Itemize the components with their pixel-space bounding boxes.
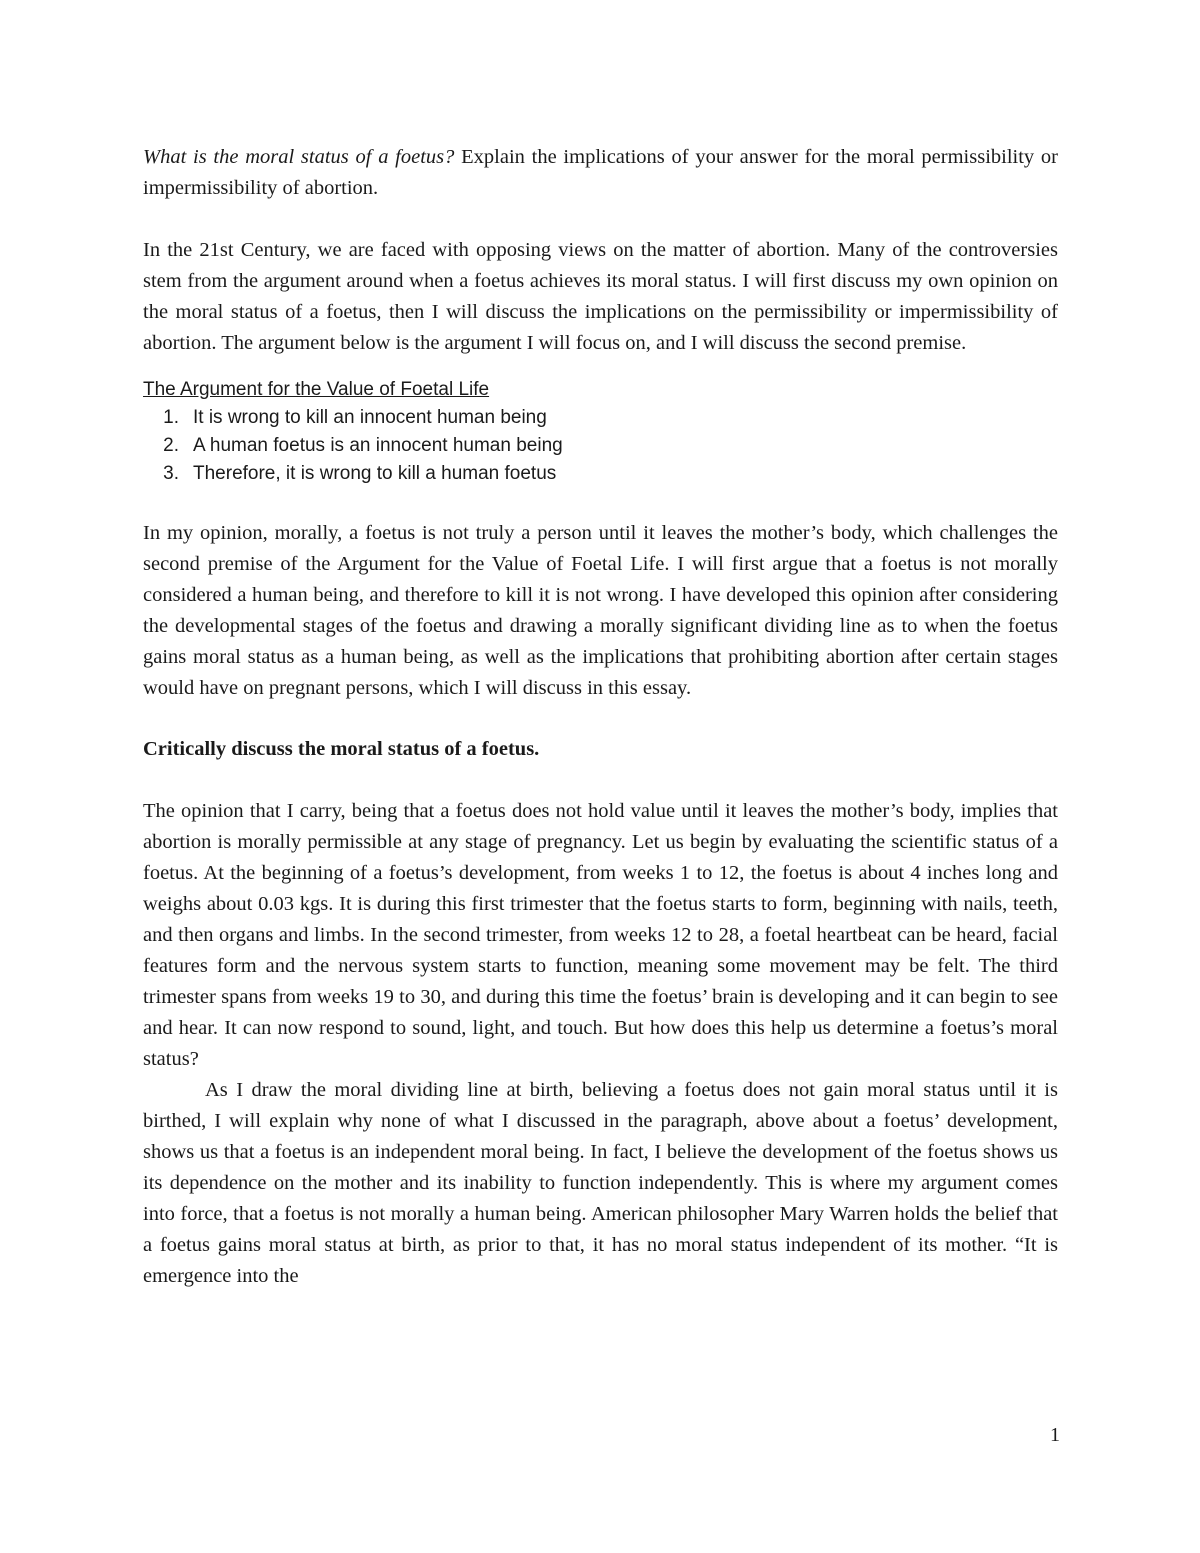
premise-item — [143, 404, 1058, 432]
premise-number: 3. — [163, 463, 179, 484]
premise-text: A human foetus is an innocent human being — [193, 435, 563, 456]
section-heading: Critically discuss the moral status of a foetus. — [143, 738, 540, 760]
essay-question-italic: What is the moral status of a foetus? — [143, 146, 455, 168]
document-body — [143, 142, 1058, 1292]
essay-question-rest: Explain the implications of your answer for the moral permissibility or impermissibility of abortion. — [143, 146, 1058, 199]
opinion-paragraph: In my opinion, morally, a foetus is not truly a person until it leaves the mother’s body, which challenges the second premise of the Argument for the Value of Foetal Life. I will first argue that a foetus is not morally considered a human being, and therefore to kill it is not wrong. I have developed this opinion after considering the developmental stages of the foetus and drawing a morally significant dividing line as to when the foetus gains moral status as a human being, as well as the implications that prohibiting abortion after certain stages would have on pregnant persons, which I will discuss in this essay. — [143, 522, 1058, 699]
paragraph-gap — [143, 765, 1058, 796]
premise-text: It is wrong to kill an innocent human being — [193, 407, 547, 428]
essay-question — [143, 142, 1058, 204]
premise-number: 2. — [163, 435, 179, 456]
premise-list — [143, 404, 1058, 488]
argument-heading: The Argument for the Value of Foetal Life — [143, 379, 490, 400]
paragraph-gap — [143, 204, 1058, 235]
premise-item — [143, 460, 1058, 488]
premise-item — [143, 432, 1058, 460]
body-paragraph-1: The opinion that I carry, being that a foetus does not hold value until it leaves the mother’s body, implies that abortion is morally permissible at any stage of pregnancy. Let us begin by evaluating the scientific status of a foetus. At the beginning of a foetus’s development, from weeks 1 to 12, the foetus is about 4 inches long and weighs about 0.03 kgs. It is during this first trimester that the foetus starts to form, beginning with nails, teeth, and then organs and limbs. In the second trimester, from weeks 12 to 28, a foetal heartbeat can be heard, facial features form and the nervous system starts to function, meaning some movement may be felt. The third trimester spans from weeks 19 to 30, and during this time the foetus’ brain is developing and it can begin to see and hear. It can now respond to sound, light, and touch. But how does this help us determine a foetus’s moral status? — [143, 800, 1058, 1070]
premise-number: 1. — [163, 407, 179, 428]
body-paragraph-2: As I draw the moral dividing line at birth, believing a foetus does not gain moral status until it is birthed, I will explain why none of what I discussed in the paragraph, above about a foetus’ development, shows us that a foetus is an independent moral being. In fact, I believe the development of the foetus shows us its dependence on the mother and its inability to function independently. This is where my argument comes into force, that a foetus is not morally a human being. American philosopher Mary Warren holds the belief that a foetus gains moral status at birth, as prior to that, it has no moral status independent of its mother. “It is emergence into the — [143, 1079, 1058, 1287]
page-number: 1 — [1050, 1424, 1060, 1446]
intro-paragraph: In the 21st Century, we are faced with opposing views on the matter of abortion. Many of the controversies stem from the argument around when a foetus achieves its moral status. I will first discuss my own opinion on the moral status of a foetus, then I will discuss the implications on the permissibility or impermissibility of abortion. The argument below is the argument I will focus on, and I will discuss the second premise. — [143, 239, 1058, 354]
premise-text: Therefore, it is wrong to kill a human foetus — [193, 463, 557, 484]
